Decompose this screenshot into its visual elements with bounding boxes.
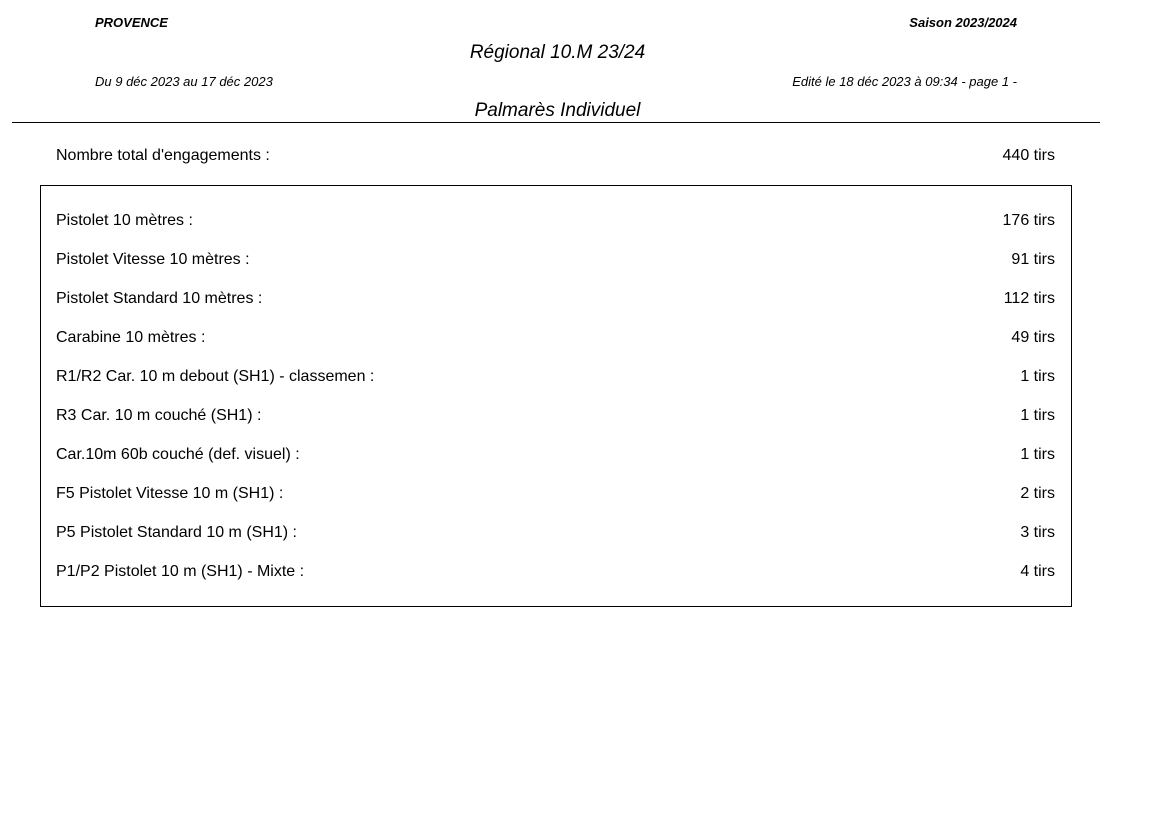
event-label: R1/R2 Car. 10 m debout (SH1) - classemen : xyxy=(56,368,375,385)
region-label: PROVENCE xyxy=(95,15,168,30)
total-engagements-label: Nombre total d'engagements : xyxy=(56,147,270,164)
event-count: 49 tirs xyxy=(1011,329,1055,346)
list-item xyxy=(56,524,1055,544)
list-item xyxy=(56,485,1055,505)
list-item xyxy=(56,407,1055,427)
edition-info: Edité le 18 déc 2023 à 09:34 - page 1 - xyxy=(792,74,1017,89)
event-label: Pistolet 10 mètres : xyxy=(56,212,193,229)
event-label: P1/P2 Pistolet 10 m (SH1) - Mixte : xyxy=(56,563,305,580)
event-count: 1 tirs xyxy=(1020,446,1055,463)
event-count: 1 tirs xyxy=(1020,407,1055,424)
event-count: 3 tirs xyxy=(1020,524,1055,541)
event-label: Pistolet Vitesse 10 mètres : xyxy=(56,251,250,268)
list-item xyxy=(56,290,1055,310)
event-count: 1 tirs xyxy=(1020,368,1055,385)
total-engagements-value: 440 tirs xyxy=(1002,147,1055,164)
list-item xyxy=(56,368,1055,388)
list-item xyxy=(56,212,1055,232)
event-label: Pistolet Standard 10 mètres : xyxy=(56,290,263,307)
event-count: 176 tirs xyxy=(1002,212,1055,229)
page-title: Régional 10.M 23/24 xyxy=(469,42,646,63)
event-count: 2 tirs xyxy=(1020,485,1055,502)
event-label: Carabine 10 mètres : xyxy=(56,329,206,346)
list-item xyxy=(56,251,1055,271)
event-label: R3 Car. 10 m couché (SH1) : xyxy=(56,407,262,424)
event-label: Car.10m 60b couché (def. visuel) : xyxy=(56,446,300,463)
events-box xyxy=(40,185,1072,607)
header-divider xyxy=(12,122,1100,123)
list-item xyxy=(56,563,1055,583)
event-label: P5 Pistolet Standard 10 m (SH1) : xyxy=(56,524,297,541)
total-engagements-row xyxy=(56,147,1055,167)
list-item xyxy=(56,446,1055,466)
season-label: Saison 2023/2024 xyxy=(909,15,1017,30)
event-label: F5 Pistolet Vitesse 10 m (SH1) : xyxy=(56,485,284,502)
event-count: 91 tirs xyxy=(1011,251,1055,268)
event-count: 4 tirs xyxy=(1020,563,1055,580)
list-item xyxy=(56,329,1055,349)
date-range: Du 9 déc 2023 au 17 déc 2023 xyxy=(95,74,273,89)
page-subtitle: Palmarès Individuel xyxy=(474,100,641,121)
event-count: 112 tirs xyxy=(1003,290,1055,307)
